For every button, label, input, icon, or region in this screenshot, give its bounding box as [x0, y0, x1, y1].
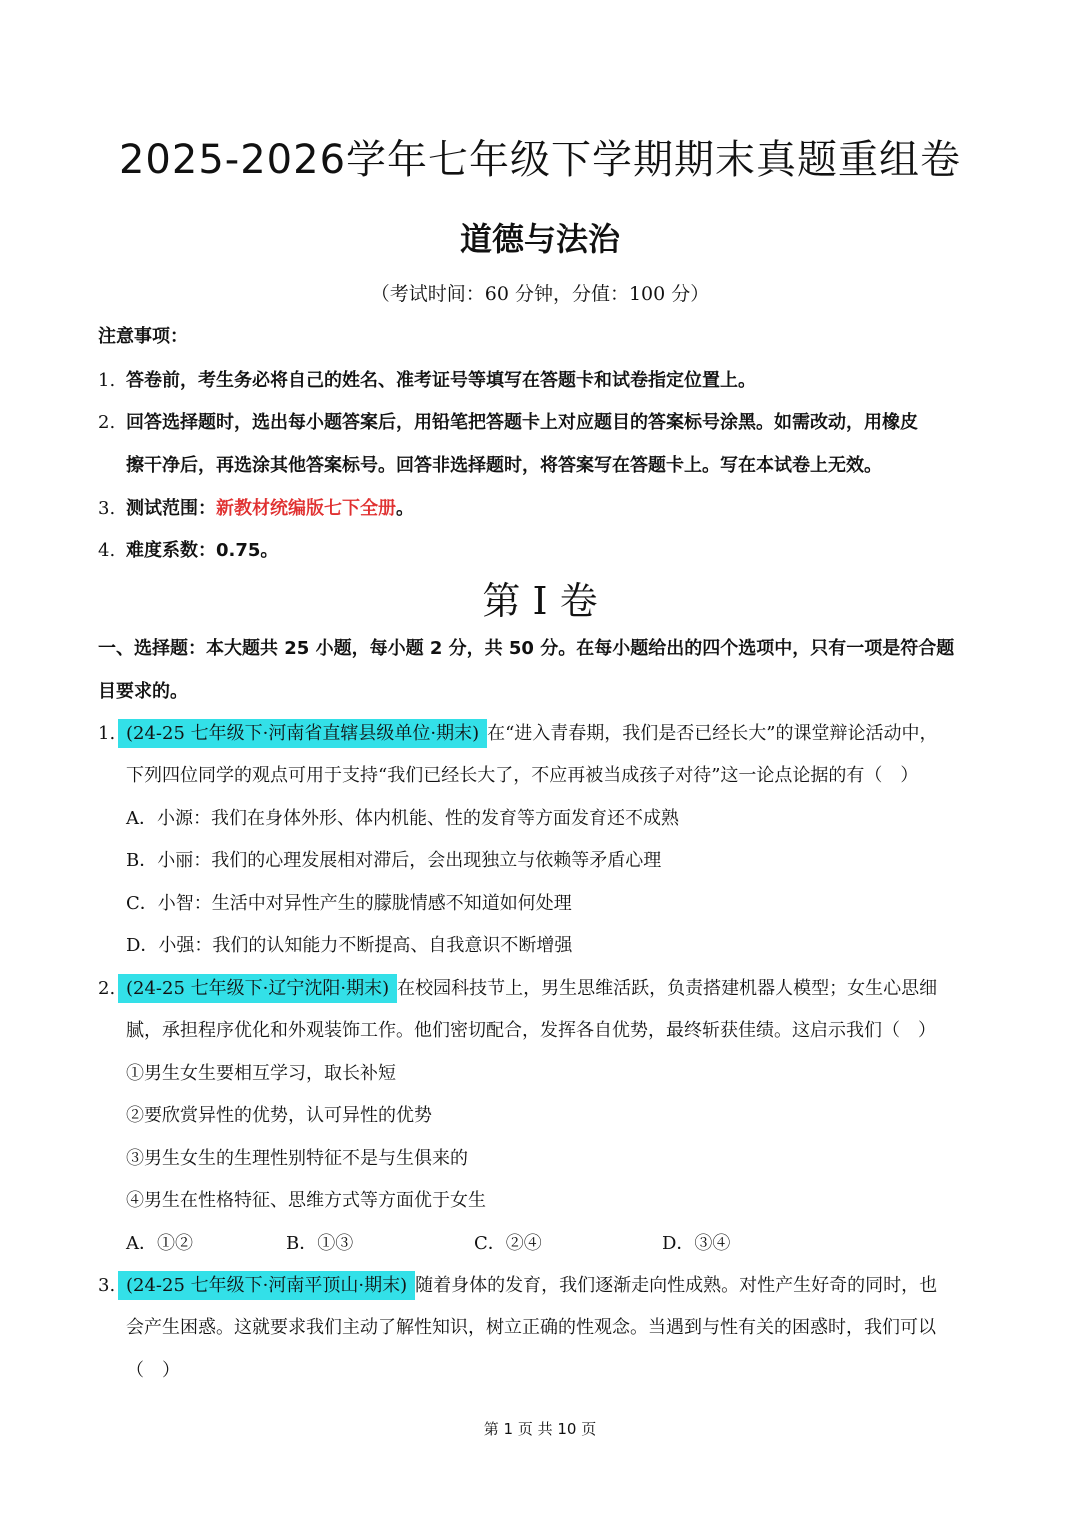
question-stem-continued: 腻，承担程序优化和外观装饰工作。他们密切配合，发挥各自优势，最终斩获佳绩。这启示我们（ ） [126, 1020, 936, 1041]
exam-title: 2025-2026学年七年级下学期期末真题重组卷 [118, 137, 962, 183]
exam-time-score: （考试时间：60 分钟，分值：100 分） [370, 283, 710, 305]
question-answer-bracket: （ ） [126, 1360, 180, 1381]
question-2 [98, 974, 937, 1000]
statement-2: ②要欣赏异性的优势，认可异性的优势 [126, 1105, 432, 1126]
question-source-tag: (24-25 七年级下·河南省直辖县级单位·期末) [118, 719, 487, 748]
option-a: A．①② [126, 1233, 193, 1254]
option-d: D．③④ [662, 1233, 731, 1254]
question-number: 2. [98, 978, 116, 999]
question-source-tag: (24-25 七年级下·河南平顶山·期末) [118, 1271, 415, 1300]
option-d: D．小强：我们的认知能力不断提高、自我意识不断增强 [126, 935, 573, 956]
scope-value: 新教材统编版七下全册 [216, 498, 396, 519]
notice-item-number: 3. [98, 498, 116, 519]
notice-item-3 [98, 494, 414, 520]
question-1 [98, 719, 938, 745]
option-c: C．②④ [474, 1233, 542, 1254]
notice-item-4 [98, 536, 278, 562]
question-stem: 在“进入青春期，我们是否已经长大”的课堂辩论活动中， [487, 723, 938, 744]
question-stem-continued: 下列四位同学的观点可用于支持“我们已经长大了，不应再被当成孩子对待”这一论点论据的有（ ） [126, 765, 919, 786]
notice-item-text: 难度系数：0.75。 [126, 540, 279, 561]
statement-3: ③男生女生的生理性别特征不是与生俱来的 [126, 1148, 468, 1169]
question-stem: 随着身体的发育，我们逐渐走向性成熟。对性产生好奇的同时，也 [415, 1275, 938, 1296]
notice-item-2 [98, 408, 918, 434]
statement-4: ④男生在性格特征、思维方式等方面优于女生 [126, 1190, 486, 1211]
section-instruction: 一、选择题：本大题共 25 小题，每小题 2 分，共 50 分。在每小题给出的四个选项中，只有一项是符合题 [98, 638, 955, 659]
question-source-tag: (24-25 七年级下·辽宁沈阳·期末) [118, 974, 397, 1003]
notice-item-number: 1. [98, 370, 116, 391]
notice-heading: 注意事项： [98, 326, 188, 347]
scope-suffix: 。 [396, 498, 414, 519]
statement-1: ①男生女生要相互学习，取长补短 [126, 1063, 396, 1084]
section-title: 第 I 卷 [482, 579, 598, 623]
question-number: 1. [98, 723, 116, 744]
question-number: 3. [98, 1275, 116, 1296]
notice-item-number: 2. [98, 412, 116, 433]
section-instruction-continued: 目要求的。 [98, 681, 188, 702]
question-3 [98, 1271, 937, 1297]
option-a: A．小源：我们在身体外形、体内机能、性的发育等方面发育还不成熟 [126, 808, 679, 829]
option-b: B．①③ [286, 1233, 354, 1254]
question-stem-continued: 会产生困惑。这就要求我们主动了解性知识，树立正确的性观念。当遇到与性有关的困惑时，我们可以 [126, 1317, 936, 1338]
notice-item-text: 答卷前，考生务必将自己的姓名、准考证号等填写在答题卡和试卷指定位置上。 [126, 370, 756, 391]
notice-item-2-continued: 擦干净后，再选涂其他答案标号。回答非选择题时，将答案写在答题卡上。写在本试卷上无效。 [126, 455, 882, 476]
exam-subject: 道德与法治 [459, 220, 620, 258]
page-footer: 第 1 页 共 10 页 [483, 1420, 597, 1438]
option-c: C．小智：生活中对异性产生的朦胧情感不知道如何处理 [126, 893, 572, 914]
option-b: B．小丽：我们的心理发展相对滞后，会出现独立与依赖等矛盾心理 [126, 850, 662, 871]
question-stem: 在校园科技节上，男生思维活跃，负责搭建机器人模型；女生心思细 [397, 978, 938, 999]
notice-item-number: 4. [98, 540, 116, 561]
notice-item-text: 回答选择题时，选出每小题答案后，用铅笔把答题卡上对应题目的答案标号涂黑。如需改动，用橡皮 [126, 412, 918, 433]
notice-item-1 [98, 366, 756, 392]
scope-label: 测试范围： [126, 498, 216, 519]
